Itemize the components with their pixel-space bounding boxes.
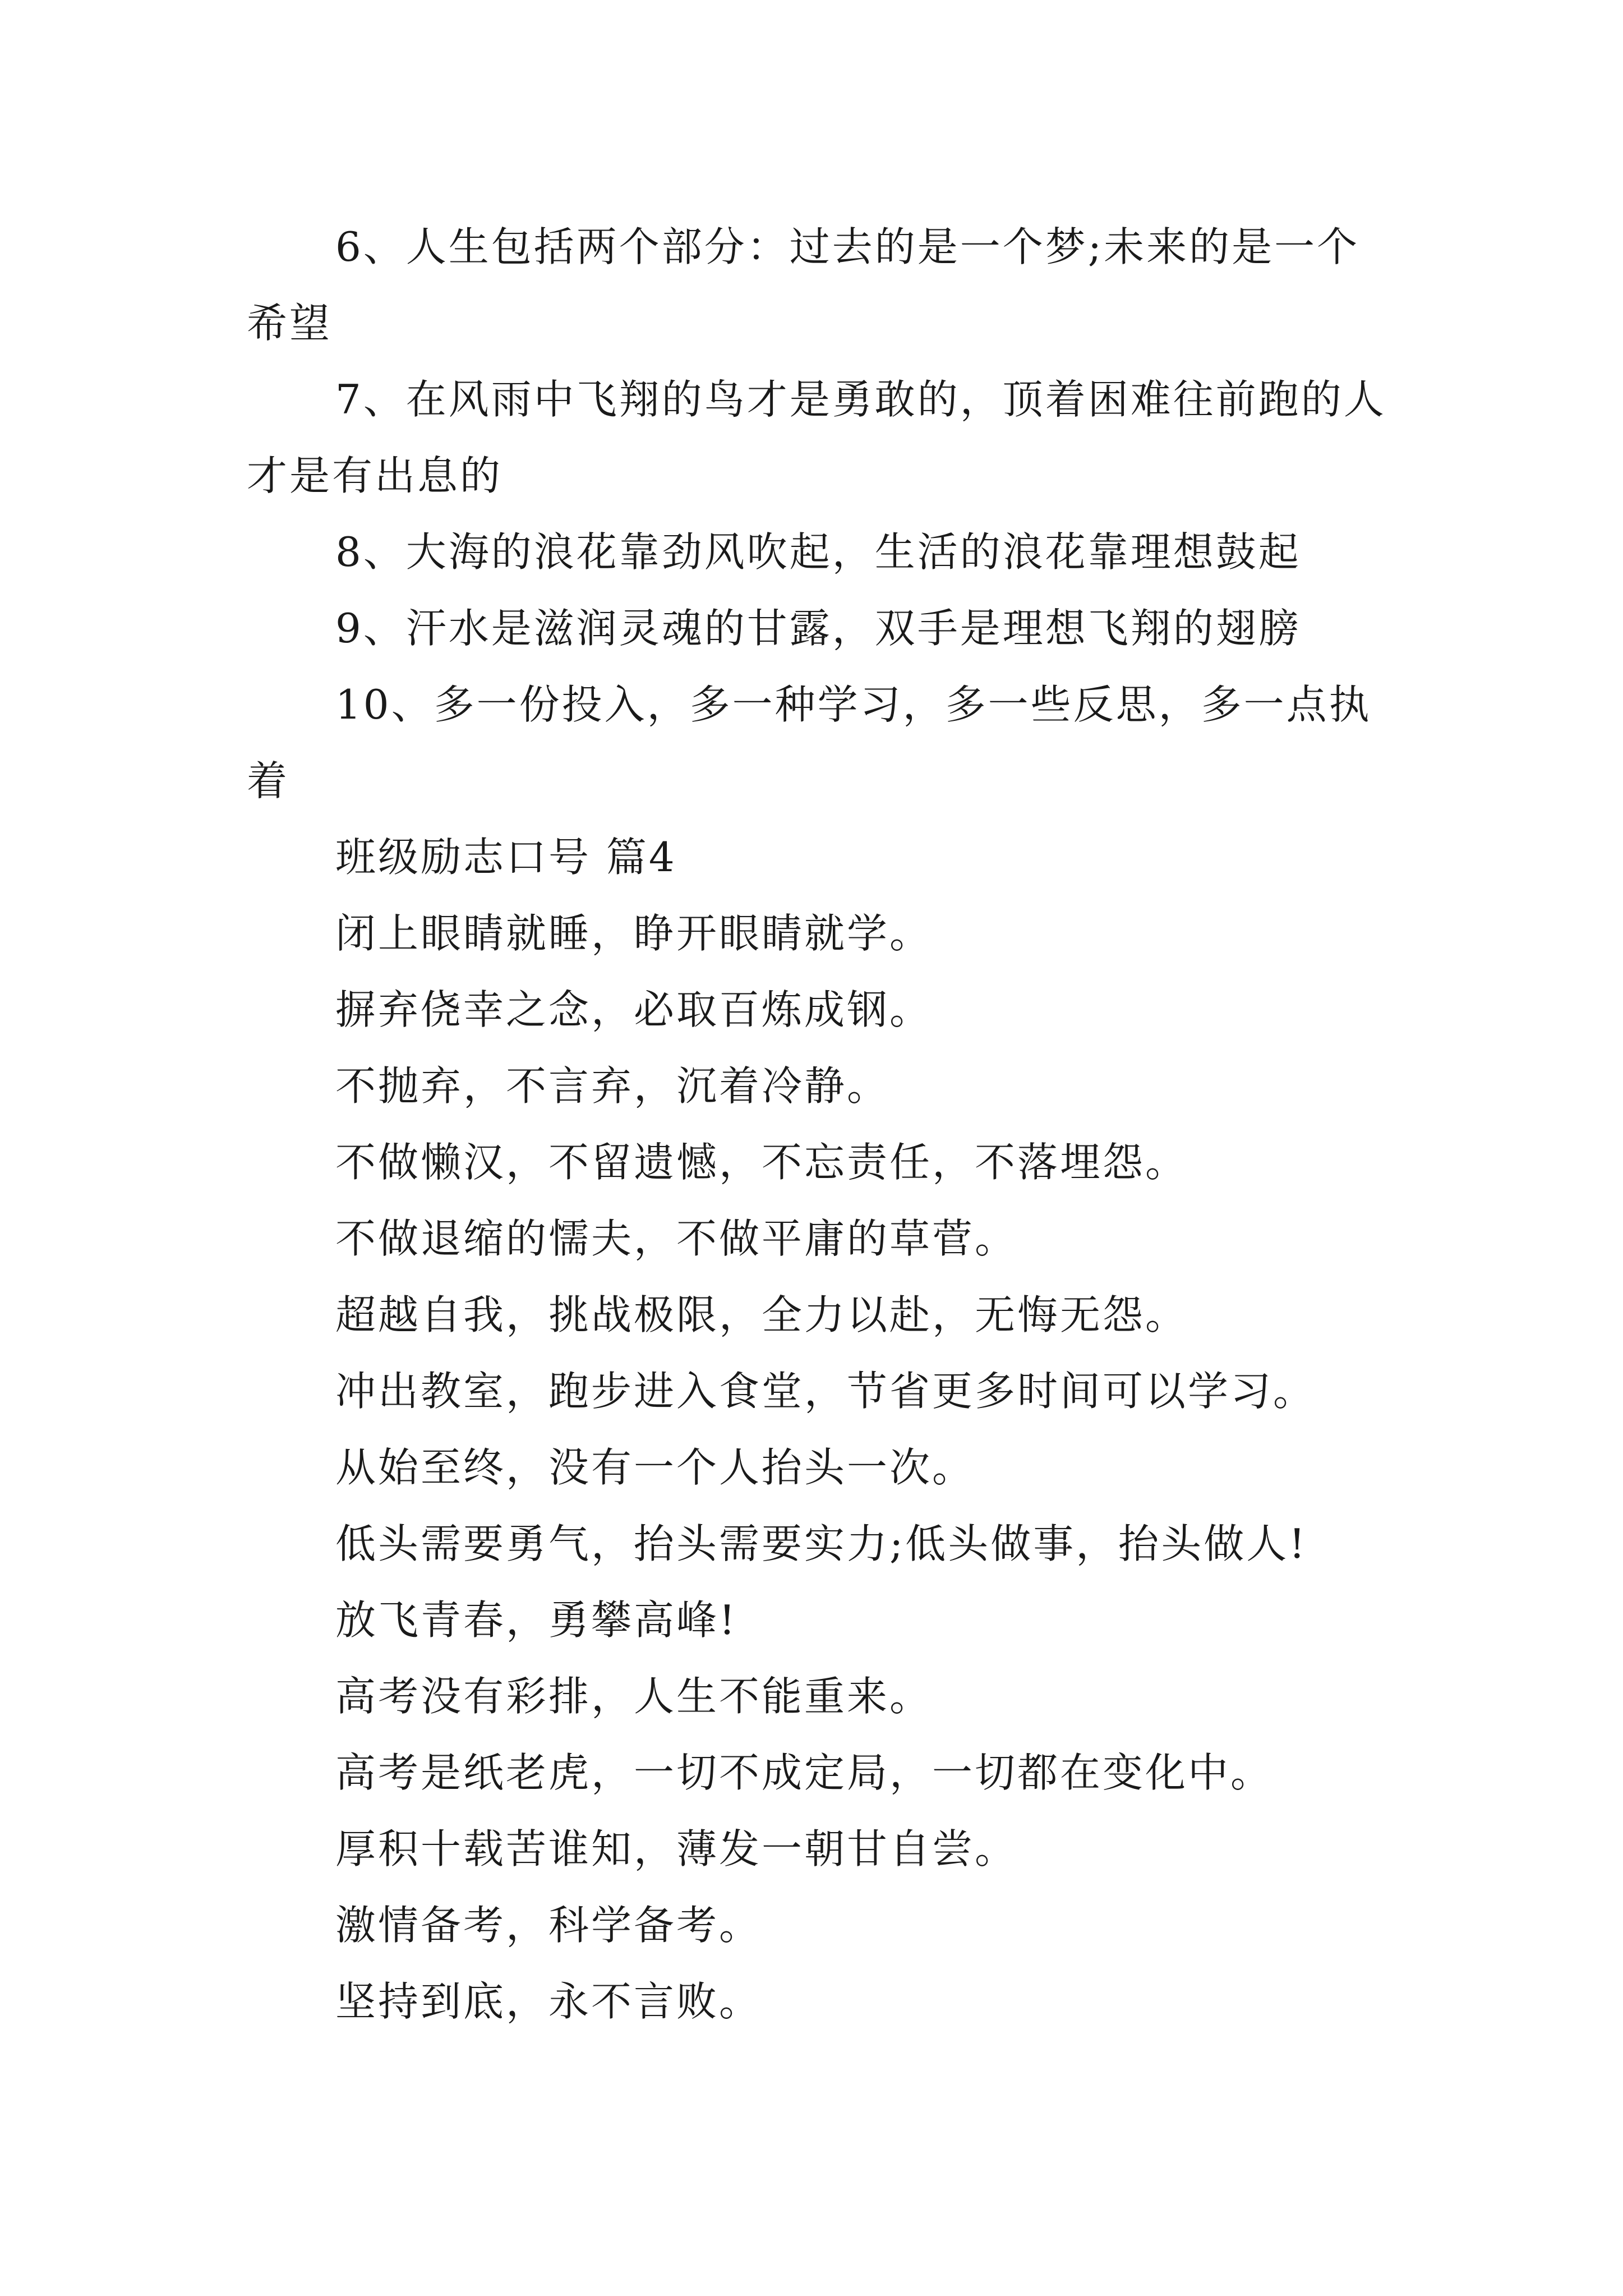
- slogan-line: 从始至终，没有一个人抬头一次。: [335, 1444, 975, 1491]
- slogan-line: 激情备考，科学备考。: [335, 1902, 762, 1949]
- slogan-line: 高考是纸老虎，一切不成定局，一切都在变化中。: [335, 1749, 1274, 1796]
- paragraph-8: 8、大海的浪花靠劲风吹起，生活的浪花靠理想鼓起: [335, 528, 1301, 576]
- paragraph-9: 9、汗水是滋润灵魂的甘露，双手是理想飞翔的翅膀: [335, 605, 1301, 652]
- slogan-line: 不做懒汉，不留遗憾，不忘责任，不落埋怨。: [335, 1139, 1188, 1186]
- slogan-line: 厚积十载苦谁知，薄发一朝甘自尝。: [335, 1825, 1018, 1872]
- slogan-line: 高考没有彩排，人生不能重来。: [335, 1673, 933, 1720]
- slogan-line: 不做退缩的懦夫，不做平庸的草菅。: [335, 1215, 1018, 1262]
- paragraph-6: 6、人生包括两个部分：过去的是一个梦;未来的是一个希望: [247, 223, 1360, 347]
- slogan-line: 冲出教室，跑步进入食堂，节省更多时间可以学习。: [335, 1368, 1316, 1415]
- paragraph-10: 10、多一份投入，多一种学习，多一些反思，多一点执着: [247, 681, 1372, 804]
- slogan-line: 闭上眼睛就睡，睁开眼睛就学。: [335, 910, 933, 957]
- slogan-line: 低头需要勇气，抬头需要实力;低头做事，抬头做人!: [335, 1520, 1308, 1567]
- slogan-line: 坚持到底，永不言败。: [335, 1978, 762, 2025]
- section-heading: 班级励志口号 篇4: [335, 834, 677, 881]
- slogan-line: 放飞青春，勇攀高峰!: [335, 1596, 737, 1644]
- slogan-line: 不抛弃，不言弃，沉着冷静。: [335, 1062, 890, 1110]
- paragraph-7: 7、在风雨中飞翔的鸟才是勇敢的，顶着困难往前跑的人才是有出息的: [247, 376, 1386, 499]
- slogan-line: 超越自我，挑战极限，全力以赴，无悔无怨。: [335, 1291, 1188, 1338]
- document-body: [247, 209, 1391, 2040]
- slogan-line: 摒弃侥幸之念，必取百炼成钢。: [335, 986, 933, 1033]
